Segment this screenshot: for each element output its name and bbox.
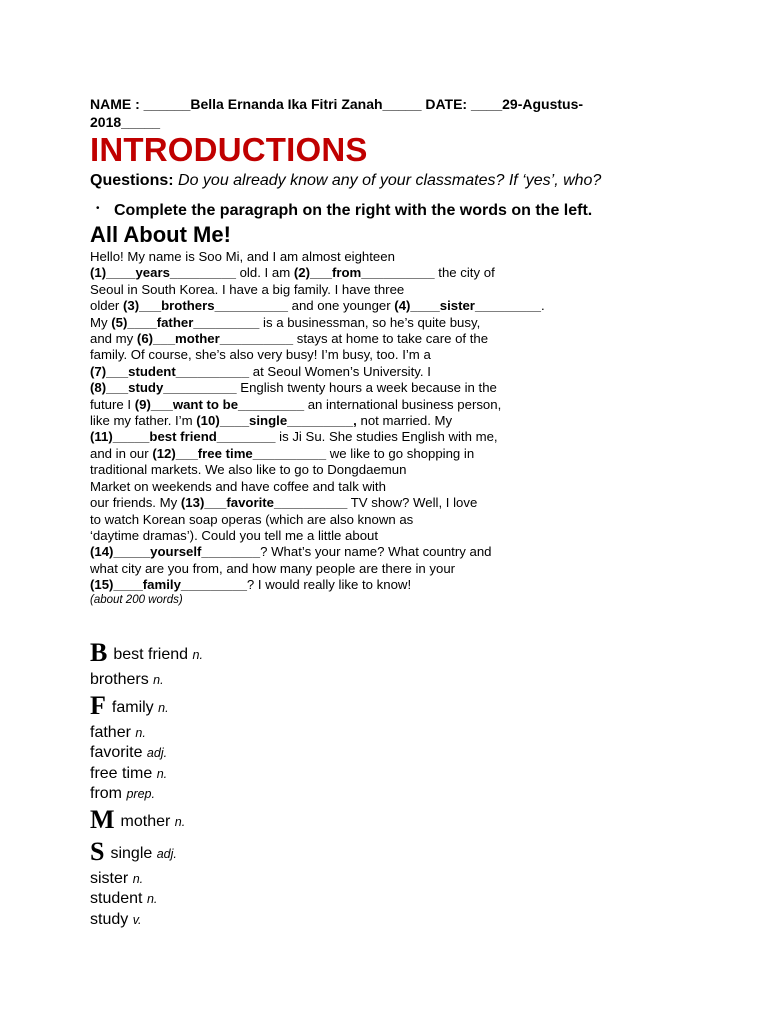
blank-answer: (3)___brothers__________ <box>123 298 288 314</box>
section-subtitle: All About Me! <box>90 222 231 247</box>
word-list-item <box>90 784 390 805</box>
paragraph-line <box>90 347 610 363</box>
index-letter: F <box>90 690 106 720</box>
paragraph-text: at Seoul Women’s University. I <box>249 363 431 379</box>
page-title: INTRODUCTIONS <box>90 131 368 168</box>
word-count-note: (about 200 words) <box>90 594 183 606</box>
word-list-item <box>90 670 390 691</box>
blank-answer: (5)____father_________ <box>111 314 260 330</box>
paragraph-text: is Ji Su. She studies English with me, <box>275 429 498 445</box>
paragraph-text: older <box>90 298 123 314</box>
word-list-item <box>90 837 390 869</box>
blank-answer: (14)_____yourself________ <box>90 544 261 560</box>
paragraph-line <box>90 364 610 380</box>
index-letter: B <box>90 638 108 667</box>
paragraph-text: old. I am <box>235 265 294 281</box>
word-list <box>90 638 390 930</box>
word-list-item <box>90 638 390 670</box>
paragraph-text: to watch Korean soap operas (which are also known as <box>90 511 414 527</box>
paragraph-line <box>90 298 610 314</box>
part-of-speech: n. <box>192 648 203 662</box>
blank-answer: (7)___student__________ <box>90 363 250 379</box>
part-of-speech: adj. <box>146 746 168 760</box>
instruction-line <box>96 199 592 221</box>
paragraph-text: . <box>540 298 545 314</box>
bullet-icon: • <box>96 203 100 214</box>
paragraph-text: TV show? Well, I love <box>347 495 478 511</box>
word: sister <box>90 869 129 887</box>
blank-answer: (4)____sister_________ <box>394 298 541 314</box>
paragraph-text: what city are you from, and how many people are there in your <box>90 560 456 576</box>
blank-answer: (8)___study__________ <box>90 380 237 396</box>
paragraph-line <box>90 479 610 495</box>
word-list-item <box>90 691 390 723</box>
blank-answer: (9)___want to be_________ <box>134 396 305 412</box>
paragraph-line <box>90 561 610 577</box>
part-of-speech: n. <box>174 814 186 829</box>
questions-text: Do you already know any of your classmates? If ‘yes’, who? <box>178 172 602 189</box>
part-of-speech: adj. <box>156 846 177 861</box>
word: family <box>111 698 154 716</box>
blank-answer: (2)___from__________ <box>293 265 435 281</box>
blank-answer: (13)___favorite__________ <box>180 495 348 511</box>
paragraph-text: is a businessman, so he’s quite busy, <box>259 314 481 330</box>
paragraph-line <box>90 462 610 478</box>
word-list-item <box>90 764 390 785</box>
paragraph-line <box>90 265 610 281</box>
paragraph-text: Seoul in South Korea. I have a big family. I have three <box>90 281 405 297</box>
paragraph-text: Market on weekends and have coffee and talk with <box>90 478 386 494</box>
blank-answer: (6)___mother__________ <box>136 331 294 347</box>
paragraph-line <box>90 577 610 593</box>
paragraph-text: English twenty hours a week because in the <box>236 380 497 396</box>
word-list-item <box>90 805 390 837</box>
word: from <box>90 785 122 802</box>
index-letter: S <box>90 836 105 866</box>
paragraph-line <box>90 315 610 331</box>
blank-answer: (10)____single_________, <box>196 413 357 429</box>
blank-answer: (15)____family_________ <box>90 577 247 593</box>
word: student <box>90 890 143 907</box>
paragraph-text: traditional markets. We also like to go to Dongdaemun <box>90 462 407 478</box>
paragraph-text: My <box>90 314 112 330</box>
paragraph-text: the city of <box>434 265 495 281</box>
part-of-speech: n. <box>146 892 158 906</box>
paragraph-line <box>90 446 610 462</box>
questions-line <box>90 171 601 191</box>
paragraph-line <box>90 331 610 347</box>
word-list-item <box>90 910 390 931</box>
questions-label: Questions: <box>90 172 174 189</box>
paragraph-line <box>90 512 610 528</box>
word: best friend <box>113 646 189 663</box>
paragraph-text: not married. My <box>356 413 453 429</box>
word: single <box>110 844 153 862</box>
part-of-speech: v. <box>132 912 142 927</box>
instruction-text: Complete the paragraph on the right with the words on the left. <box>114 202 593 219</box>
name-date-line: NAME : ______Bella Ernanda Ika Fitri Zanah_____ DATE: ____29-Agustus-2018_____ <box>90 96 584 130</box>
word-list-item <box>90 889 390 910</box>
paragraph-line <box>90 544 610 560</box>
paragraph-line <box>90 528 610 544</box>
paragraph-text: family. Of course, she’s also very busy! I’m busy, too. I’m a <box>90 347 431 363</box>
part-of-speech: n. <box>153 673 164 687</box>
paragraph-line <box>90 495 610 511</box>
paragraph-line <box>90 429 610 445</box>
paragraph-line <box>90 282 610 298</box>
index-letter: M <box>90 804 115 834</box>
part-of-speech: n. <box>156 766 168 781</box>
word-list-item <box>90 723 390 744</box>
word-list-item <box>90 743 390 764</box>
blank-answer: (12)___free time__________ <box>152 445 327 461</box>
word: brothers <box>90 671 149 688</box>
word: free time <box>90 764 153 782</box>
paragraph-line <box>90 413 610 429</box>
paragraph-text: and my <box>90 331 137 347</box>
blank-answer: (11)_____best friend________ <box>90 429 276 445</box>
paragraph-text: ? What’s your name? What country and <box>260 544 492 560</box>
paragraph-text: future I <box>90 396 135 412</box>
paragraph-text: ‘daytime dramas’). Could you tell me a little about <box>90 527 379 543</box>
paragraph-line <box>90 249 610 265</box>
paragraph-text: an international business person, <box>304 396 502 412</box>
paragraph-text: Hello! My name is Soo Mi, and I am almost eighteen <box>90 249 395 264</box>
part-of-speech: n. <box>132 871 144 886</box>
word: favorite <box>90 744 143 761</box>
paragraph-line <box>90 397 610 413</box>
paragraph-text: and in our <box>90 445 153 461</box>
part-of-speech: n. <box>158 700 169 715</box>
paragraph <box>90 249 610 594</box>
word: father <box>90 723 131 741</box>
paragraph-line <box>90 380 610 396</box>
paragraph-text: our friends. My <box>90 495 181 511</box>
paragraph-text: and one younger <box>287 298 395 314</box>
word: study <box>90 910 129 928</box>
part-of-speech: n. <box>135 725 146 740</box>
part-of-speech: prep. <box>126 787 155 801</box>
paragraph-text: stays at home to take care of the <box>293 331 489 347</box>
word: mother <box>120 812 171 830</box>
paragraph-text: we like to go shopping in <box>326 445 475 461</box>
word-list-item <box>90 869 390 890</box>
blank-answer: (1)____years_________ <box>90 265 236 281</box>
paragraph-text: ? I would really like to know! <box>246 577 412 593</box>
paragraph-text: like my father. I’m <box>90 413 197 429</box>
